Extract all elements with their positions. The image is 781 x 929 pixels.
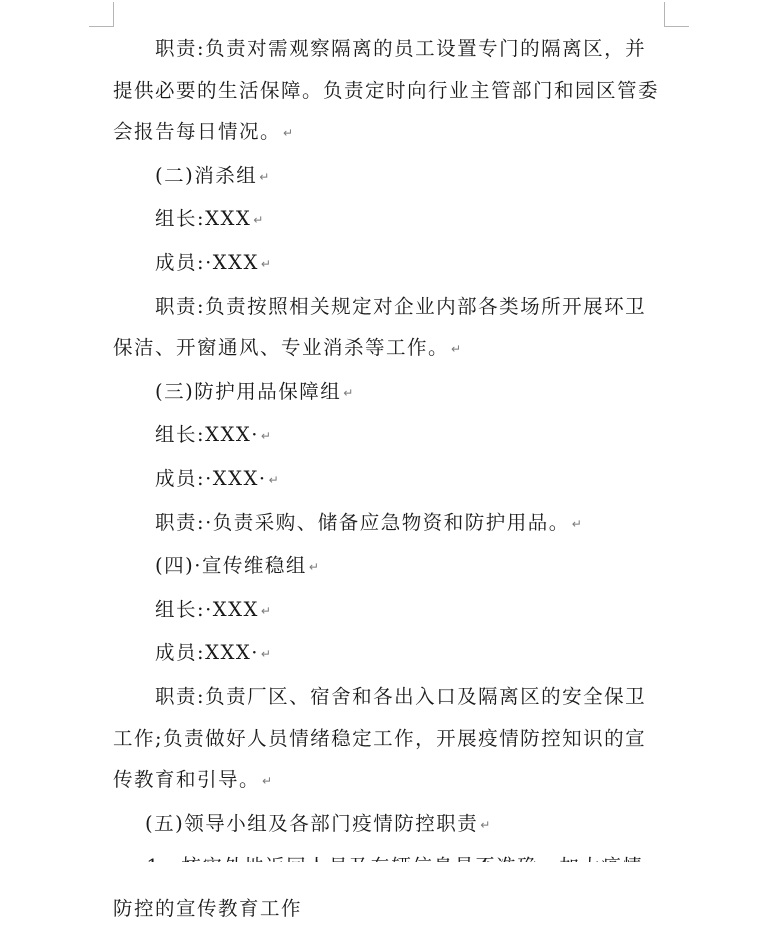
paragraph-mark-icon: ↵: [260, 256, 271, 271]
paragraph-publicity-duties-end: 传教育和引导。 ↵: [113, 768, 273, 792]
paragraph-protective-duties: 职责:·负责采购、储备应急物资和防护用品。 ↵: [155, 510, 582, 534]
paragraph-isolation-duties-end: 会报告每日情况。 ↵: [113, 120, 294, 144]
paragraph-mark-icon: ↵: [260, 647, 271, 662]
heading-disinfection-group: (二)消杀组 ↵: [155, 163, 270, 187]
paragraph-mark-icon: ↵: [260, 429, 271, 444]
paragraph-publicity-duties-cont: 工作;负责做好人员情绪稳定工作，开展疫情防控知识的宣: [113, 726, 647, 750]
paragraph-disinfection-duties: 职责:负责按照相关规定对企业内部各类场所开展环卫: [155, 294, 647, 318]
paragraph-mark-icon: ↵: [451, 342, 462, 357]
paragraph-isolation-duties-cont: 提供必要的生活保障。负责定时向行业主管部门和园区管委: [113, 78, 660, 102]
paragraph-mark-icon: ↵: [480, 817, 491, 832]
paragraph-publicity-duties: 职责:负责厂区、宿舍和各出入口及隔离区的安全保卫: [155, 684, 647, 708]
heading-leadership-department-duties: (五)领导小组及各部门疫情防控职责 ↵: [145, 811, 491, 835]
page-corner-marker-top-left: [89, 2, 114, 27]
protective-group-leader: 组长:XXX· ↵: [155, 423, 271, 447]
publicity-group-leader: 组长:·XXX ↵: [155, 597, 271, 621]
publicity-group-members: 成员:XXX· ↵: [155, 641, 271, 665]
heading-protective-supplies-group: (三)防护用品保障组 ↵: [155, 379, 354, 403]
paragraph-mark-icon: ↵: [308, 560, 319, 575]
paragraph-mark-icon: ↵: [260, 603, 271, 618]
protective-group-members: 成员:·XXX· ↵: [155, 466, 279, 490]
paragraph-isolation-duties: 职责:负责对需观察隔离的员工设置专门的隔离区，并: [155, 37, 647, 60]
paragraph-mark-icon: ↵: [343, 385, 354, 400]
paragraph-mark-icon: ↵: [259, 169, 270, 184]
disinfection-group-leader: 组长:XXX ↵: [155, 207, 264, 231]
page-view-bottom-clip: [0, 862, 781, 878]
document-body[interactable]: [113, 28, 669, 929]
page-corner-marker-top-right: [664, 2, 689, 27]
list-item-1-cont: 防控的宣传教育工作: [113, 896, 303, 920]
disinfection-group-members: 成员:·XXX ↵: [155, 250, 271, 274]
paragraph-mark-icon: ↵: [268, 472, 279, 487]
paragraph-mark-icon: ↵: [262, 774, 273, 789]
paragraph-mark-icon: ↵: [571, 516, 582, 531]
paragraph-mark-icon: ↵: [253, 213, 264, 228]
heading-publicity-stability-group: (四)·宣传维稳组 ↵: [155, 554, 319, 578]
paragraph-mark-icon: ↵: [283, 126, 294, 141]
paragraph-disinfection-duties-end: 保洁、开窗通风、专业消杀等工作。 ↵: [113, 336, 462, 360]
